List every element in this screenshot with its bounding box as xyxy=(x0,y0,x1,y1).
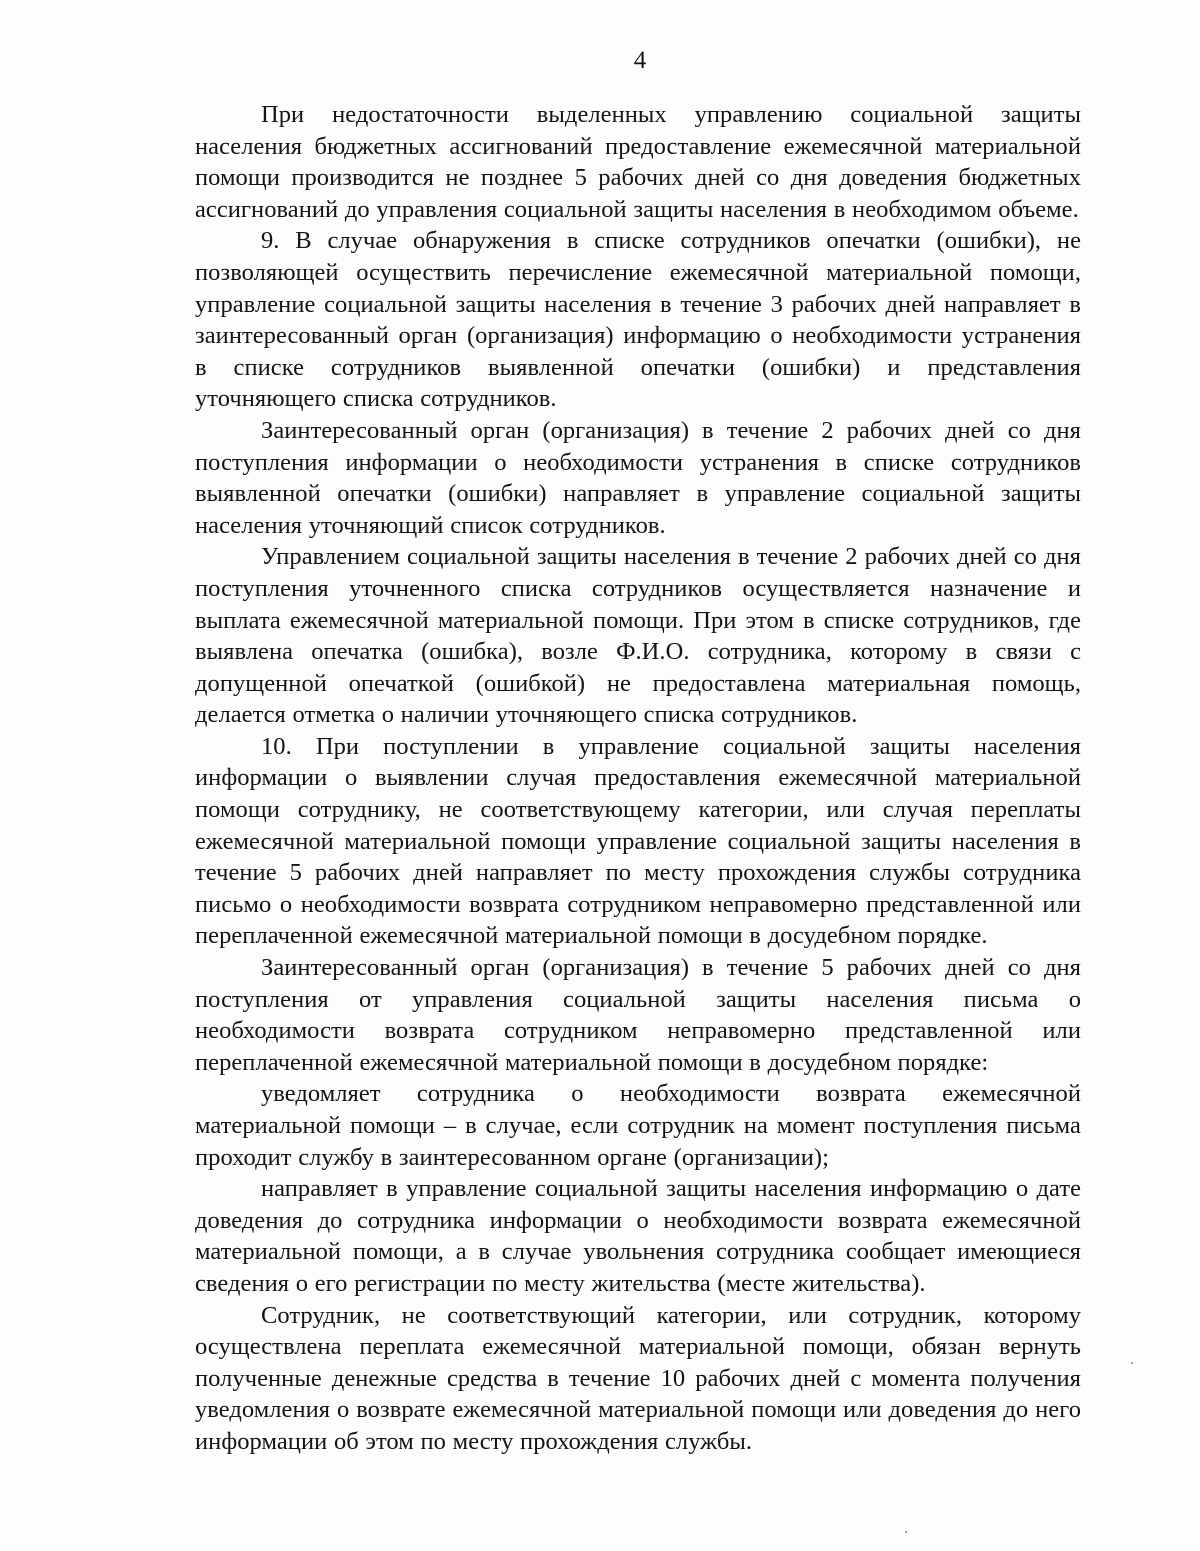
paragraph-item-9-typo-detection: 9. В случае обнаружения в списке сотрудников опечатки (ошибки), не позволяющей осуществить перечисление ежемесячной материальной помощи, управление социальной защиты населения в течение 3 рабочих дней направляет в заинтересованный орган (организация) информацию о необходимости устранения в списке сотрудников выявленной опечатки (ошибки) и представления уточняющего списка сотрудников. xyxy=(195,227,1081,413)
paragraph-clarified-list-submission: Заинтересованный орган (организация) в течение 2 рабочих дней со дня поступления информации о необходимости устранения в списке сотрудников выявленной опечатки (ошибки) направляет в управление социальной защиты населения уточняющий список сотрудников. xyxy=(195,416,1081,539)
paragraph-item-10-overpayment: 10. При поступлении в управление социальной защиты населения информации о выявлении случая предоставления ежемесячной материальной помощи сотруднику, не соответствующему категории, или случая переплаты ежемесячной материальной помощи управление социальной защиты населения в течение 5 рабочих дней направляет по месту прохождения службы сотрудника письмо о необходимости возврата сотрудником неправомерно представленной или переплаченной ежемесячной материальной помощи в досудебном порядке. xyxy=(195,732,1081,950)
paragraph-send-information: направляет в управление социальной защиты населения информацию о дате доведения до сотрудника информации о необходимости возврата ежемесячной материальной помощи, а в случае увольнения сотрудника сообщает имеющиеся сведения о его регистрации по месту жительства (месте жительства). xyxy=(195,1175,1081,1297)
paragraph-assignment-and-payment: Управлением социальной защиты населения в течение 2 рабочих дней со дня поступления уточненного списка сотрудников осуществляется назначение и выплата ежемесячной материальной помощи. При этом в списке сотрудников, где выявлена опечатка (ошибка), возле Ф.И.О. сотрудника, которому в связи с допущенной опечаткой (ошибкой) не предоставлена материальная помощь, делается отметка о наличии уточняющего списка сотрудников. xyxy=(195,543,1081,729)
page-number: 4 xyxy=(633,47,647,74)
paragraph-employee-obligation: Сотрудник, не соответствующий категории, или сотрудник, которому осуществлена переплата ежемесячной материальной помощи, обязан вернуть полученные денежные средства в течение 10 рабочих дней с момента получения уведомления о возврате ежемесячной материальной помощи или доведения до него информации об этом по месту прохождения службы. xyxy=(195,1301,1081,1455)
paragraph-interested-body-actions: Заинтересованный орган (организация) в течение 5 рабочих дней со дня поступления от управления социальной защиты населения письма о необходимости возврата сотрудником неправомерно представленной или переплаченной ежемесячной материальной помощи в досудебном порядке: xyxy=(195,954,1081,1076)
scan-speck xyxy=(905,1531,907,1533)
scan-speck xyxy=(1131,1362,1133,1364)
document-body xyxy=(195,99,1081,1458)
paragraph-notify-employee: уведомляет сотрудника о необходимости возврата ежемесячной материальной помощи – в случае, если сотрудник на момент поступления письма проходит службу в заинтересованном органе (организации); xyxy=(195,1080,1081,1171)
paragraph-funding-shortfall: При недостаточности выделенных управлению социальной защиты населения бюджетных ассигнований предоставление ежемесячной материальной помощи производится не позднее 5 рабочих дней со дня доведения бюджетных ассигнований до управления социальной защиты населения в необходимом объеме. xyxy=(195,101,1081,223)
